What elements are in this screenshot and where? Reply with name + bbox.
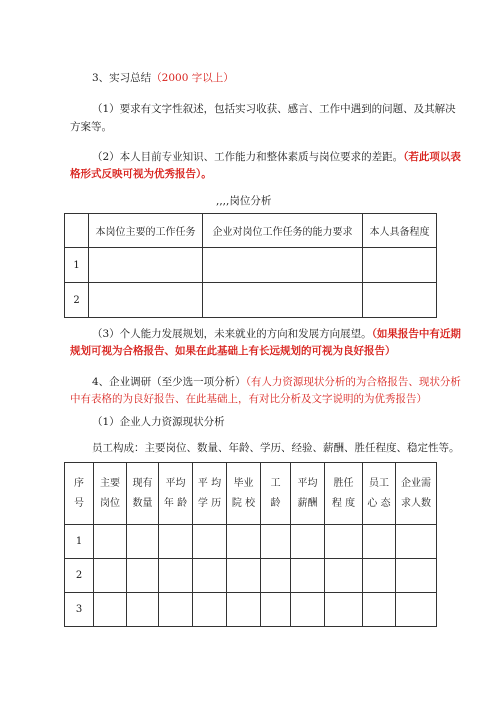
header-line: 毕业 [233, 477, 254, 489]
header-line: 年 龄 [163, 497, 188, 509]
header-line: 员工 [369, 477, 389, 489]
staff-header-position [94, 463, 127, 525]
table-cell[interactable] [127, 525, 159, 559]
staff-header-count [127, 463, 159, 525]
table-cell[interactable] [291, 559, 325, 593]
table-cell[interactable] [363, 525, 396, 559]
section4-heading [92, 375, 461, 389]
header-line: 学 历 [197, 497, 222, 509]
section3-heading-text: 3、实习总结 [92, 72, 152, 84]
staff-composition-line: 员工构成：主要岗位、数量、年龄、学历、经验、薪酬、胜任程度、稳定性等。 [92, 442, 460, 454]
header-line: 院 校 [231, 497, 256, 509]
job-table-header-row [65, 214, 437, 248]
table-cell[interactable] [94, 525, 127, 559]
header-line: 平均 [165, 477, 186, 489]
table-cell[interactable] [89, 283, 203, 318]
job-row-number: 1 [65, 248, 89, 283]
table-cell[interactable] [193, 559, 227, 593]
table-cell[interactable] [396, 559, 437, 593]
req2-line1 [92, 150, 461, 164]
req2-text: （2）本人目前专业知识、工作能力和整体素质与岗位要求的差距。 [92, 151, 404, 163]
job-header-tasks: 本岗位主要的工作任务 [89, 214, 203, 248]
staff-header-index [65, 463, 94, 525]
table-row [65, 248, 437, 283]
staff-row-number: 1 [65, 525, 94, 559]
req3-line1 [92, 327, 461, 341]
job-header-requirements: 企业对岗位工作任务的能力要求 [203, 214, 363, 248]
header-line: 号 [74, 497, 84, 509]
staff-row-number: 3 [65, 593, 94, 627]
header-line: 求人数 [401, 497, 431, 509]
job-analysis-title: ,,,,岗位分析 [216, 195, 272, 207]
staff-header-salary [291, 463, 325, 525]
table-cell[interactable] [89, 248, 203, 283]
hr-analysis-subheading: （1）企业人力资源现状分析 [92, 416, 225, 428]
header-line: 龄 [270, 497, 281, 509]
table-cell[interactable] [159, 593, 193, 627]
table-cell[interactable] [227, 559, 261, 593]
table-cell[interactable] [193, 525, 227, 559]
job-row-number: 2 [65, 283, 89, 318]
table-row [65, 525, 437, 559]
section3-heading [92, 71, 234, 85]
job-header-index [65, 214, 89, 248]
table-cell[interactable] [396, 525, 437, 559]
table-row [65, 283, 437, 318]
header-line: 程 度 [331, 497, 356, 509]
table-cell[interactable] [291, 593, 325, 627]
table-cell[interactable] [261, 593, 291, 627]
req3-note-part2: 规划可视为合格报告、如果在此基础上有长远规划的可视为良好报告） [70, 345, 396, 357]
table-cell[interactable] [363, 248, 437, 283]
header-line: 工 [270, 477, 281, 489]
req3-text: （3）个人能力发展规划，未来就业的方向和发展方向展望。 [92, 328, 372, 340]
table-cell[interactable] [325, 593, 363, 627]
header-line: 序 [74, 477, 84, 489]
table-cell[interactable] [363, 593, 396, 627]
table-cell[interactable] [325, 559, 363, 593]
section4-note-part2: 中有表格的为良好报告、在此基础上，有对比分析及文字说明的为优秀报告） [70, 393, 427, 405]
staff-header-seniority [261, 463, 291, 525]
table-cell[interactable] [127, 593, 159, 627]
table-cell[interactable] [193, 593, 227, 627]
header-line: 现有 [132, 477, 153, 489]
header-line: 企业需 [401, 477, 431, 489]
staff-table [64, 462, 437, 627]
table-row [65, 593, 437, 627]
section4-heading-text: 4、企业调研（至少选一项分析） [92, 376, 246, 388]
header-line: 平 均 [197, 477, 222, 489]
staff-header-competency [325, 463, 363, 525]
table-cell[interactable] [261, 559, 291, 593]
staff-table-header-row [65, 463, 437, 525]
job-analysis-table [64, 213, 437, 318]
staff-row-number: 2 [65, 559, 94, 593]
staff-header-school [227, 463, 261, 525]
table-cell[interactable] [203, 248, 363, 283]
staff-header-education [193, 463, 227, 525]
table-cell[interactable] [363, 559, 396, 593]
header-line: 胜任 [333, 477, 354, 489]
table-cell[interactable] [291, 525, 325, 559]
staff-header-age [159, 463, 193, 525]
table-cell[interactable] [227, 525, 261, 559]
table-row [65, 559, 437, 593]
table-cell[interactable] [159, 525, 193, 559]
staff-header-demand [396, 463, 437, 525]
header-line: 岗位 [100, 497, 120, 509]
table-cell[interactable] [396, 593, 437, 627]
header-line: 平均 [297, 477, 318, 489]
req3-note-part1: （如果报告中有近期 [371, 328, 461, 340]
req2-note-part1: （若此项以表 [403, 151, 461, 163]
table-cell[interactable] [203, 283, 363, 318]
table-cell[interactable] [127, 559, 159, 593]
header-line: 主要 [100, 477, 120, 489]
table-cell[interactable] [227, 593, 261, 627]
req1-line2: 方案等。 [70, 121, 112, 133]
table-cell[interactable] [159, 559, 193, 593]
req2-note-part2: 格形式反映可视为优秀报告）。 [70, 168, 212, 180]
table-cell[interactable] [94, 593, 127, 627]
header-line: 心 态 [367, 497, 391, 509]
table-cell[interactable] [261, 525, 291, 559]
table-cell[interactable] [94, 559, 127, 593]
header-line: 薪酬 [297, 497, 318, 509]
req1-line1: （1）要求有文字性叙述，包括实习收获、感言、工作中遇到的问题、及其解决 [92, 103, 456, 115]
section3-heading-note: （2000 字以上） [151, 72, 234, 84]
header-line: 数量 [132, 497, 153, 509]
table-cell[interactable] [325, 525, 363, 559]
job-header-self-level: 本人具备程度 [363, 214, 437, 248]
staff-header-mentality [363, 463, 396, 525]
section4-note-part1: （有人力资源现状分析的为合格报告、现状分析 [245, 376, 461, 388]
table-cell[interactable] [363, 283, 437, 318]
